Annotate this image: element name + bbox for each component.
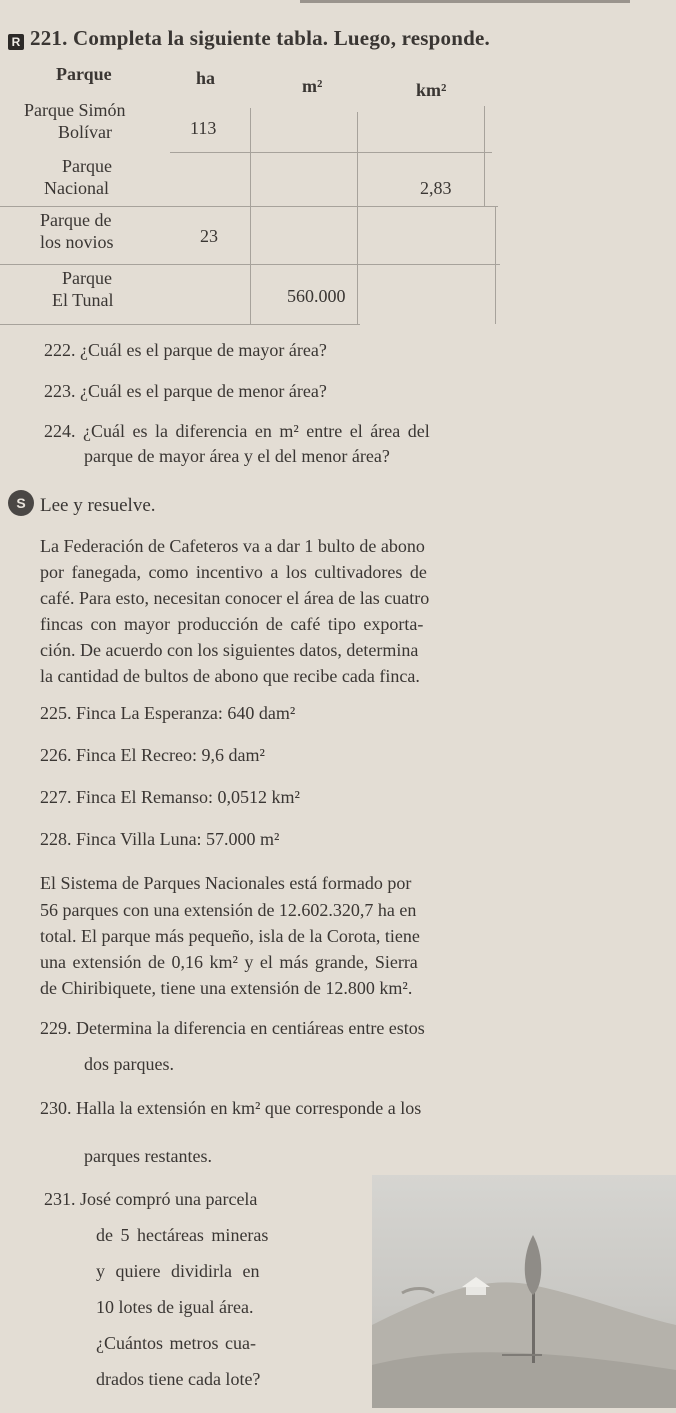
column-divider (357, 112, 358, 324)
header-parque: Parque (56, 64, 112, 84)
question-231-line: ¿Cuántos metros cua- (96, 1333, 256, 1353)
park-name-line: Parque de (40, 210, 112, 230)
cell-km2: 2,83 (420, 178, 452, 198)
paragraph-line: El Sistema de Parques Nacionales está formado por (40, 873, 412, 893)
landscape-illustration (372, 1175, 676, 1408)
header-ha: ha (196, 68, 216, 88)
cell-m2: 560.000 (287, 286, 346, 306)
top-rule (300, 0, 630, 3)
paragraph-line: total. El parque más pequeño, isla de la Corota, tiene (40, 926, 420, 946)
question-225: 225. Finca La Esperanza: 640 dam² (40, 703, 296, 723)
cell-ha: 23 (200, 226, 218, 246)
question-231-line: y quiere dividirla en (96, 1261, 260, 1281)
parks-area-table (0, 60, 500, 325)
paragraph-line: por fanegada, como incentivo a los cultivadores de (40, 562, 427, 582)
question-230: 230. Halla la extensión en km² que corresponde a los (40, 1098, 422, 1118)
question-231-line: 231. José compró una parcela (44, 1189, 258, 1209)
paragraph-line: 56 parques con una extensión de 12.602.320,7 ha en (40, 900, 417, 920)
question-226: 226. Finca El Recreo: 9,6 dam² (40, 745, 265, 765)
column-divider (484, 106, 485, 206)
park-name-line: El Tunal (52, 290, 114, 310)
question-224: 224. ¿Cuál es la diferencia en m² entre el área del (44, 421, 430, 441)
column-divider (250, 108, 251, 324)
row-divider (0, 206, 498, 207)
question-231-line: 10 lotes de igual área. (96, 1297, 254, 1317)
question-228: 228. Finca Villa Luna: 57.000 m² (40, 829, 280, 849)
section-title: Lee y resuelve. (40, 495, 156, 516)
park-name-line: Parque Simón (24, 100, 126, 120)
paragraph-line: de Chiribiquete, tiene una extensión de 12.800 km². (40, 978, 413, 998)
question-222: 222. ¿Cuál es el parque de mayor área? (44, 340, 327, 360)
section-badge: S (8, 490, 34, 516)
question-223: 223. ¿Cuál es el parque de menor área? (44, 381, 327, 401)
question-227: 227. Finca El Remanso: 0,0512 km² (40, 787, 300, 807)
park-name-line: Nacional (44, 178, 109, 198)
row-divider (170, 152, 492, 153)
column-divider (495, 206, 496, 324)
header-km2: km² (416, 80, 447, 100)
header-m2: m² (302, 76, 323, 96)
paragraph-line: una extensión de 0,16 km² y el más grande, Sierra (40, 952, 418, 972)
question-230-cont: parques restantes. (84, 1146, 212, 1166)
landscape-photo (372, 1175, 676, 1408)
park-name-line: los novios (40, 232, 114, 252)
paragraph-line: La Federación de Cafeteros va a dar 1 bulto de abono (40, 536, 425, 556)
question-231-line: drados tiene cada lote? (96, 1369, 261, 1389)
park-name-line: Bolívar (58, 122, 112, 142)
question-231-line: de 5 hectáreas mineras (96, 1225, 269, 1245)
park-name-line: Parque (62, 156, 112, 176)
cell-ha: 113 (190, 118, 217, 138)
exercise-badge: R (8, 34, 24, 50)
exercise-221-title: 221. Completa la siguiente tabla. Luego, responde. (30, 26, 490, 50)
park-name-line: Parque (62, 268, 112, 288)
paragraph-line: fincas con mayor producción de café tipo exporta- (40, 614, 424, 634)
question-229-cont: dos parques. (84, 1054, 174, 1074)
paragraph-line: ción. De acuerdo con los siguientes datos, determina (40, 640, 419, 660)
row-divider (0, 324, 360, 325)
paragraph-line: café. Para esto, necesitan conocer el área de las cuatro (40, 588, 430, 608)
question-224-cont: parque de mayor área y el del menor área? (84, 446, 390, 466)
paragraph-line: la cantidad de bultos de abono que recibe cada finca. (40, 666, 420, 686)
question-229: 229. Determina la diferencia en centiáreas entre estos (40, 1018, 425, 1038)
